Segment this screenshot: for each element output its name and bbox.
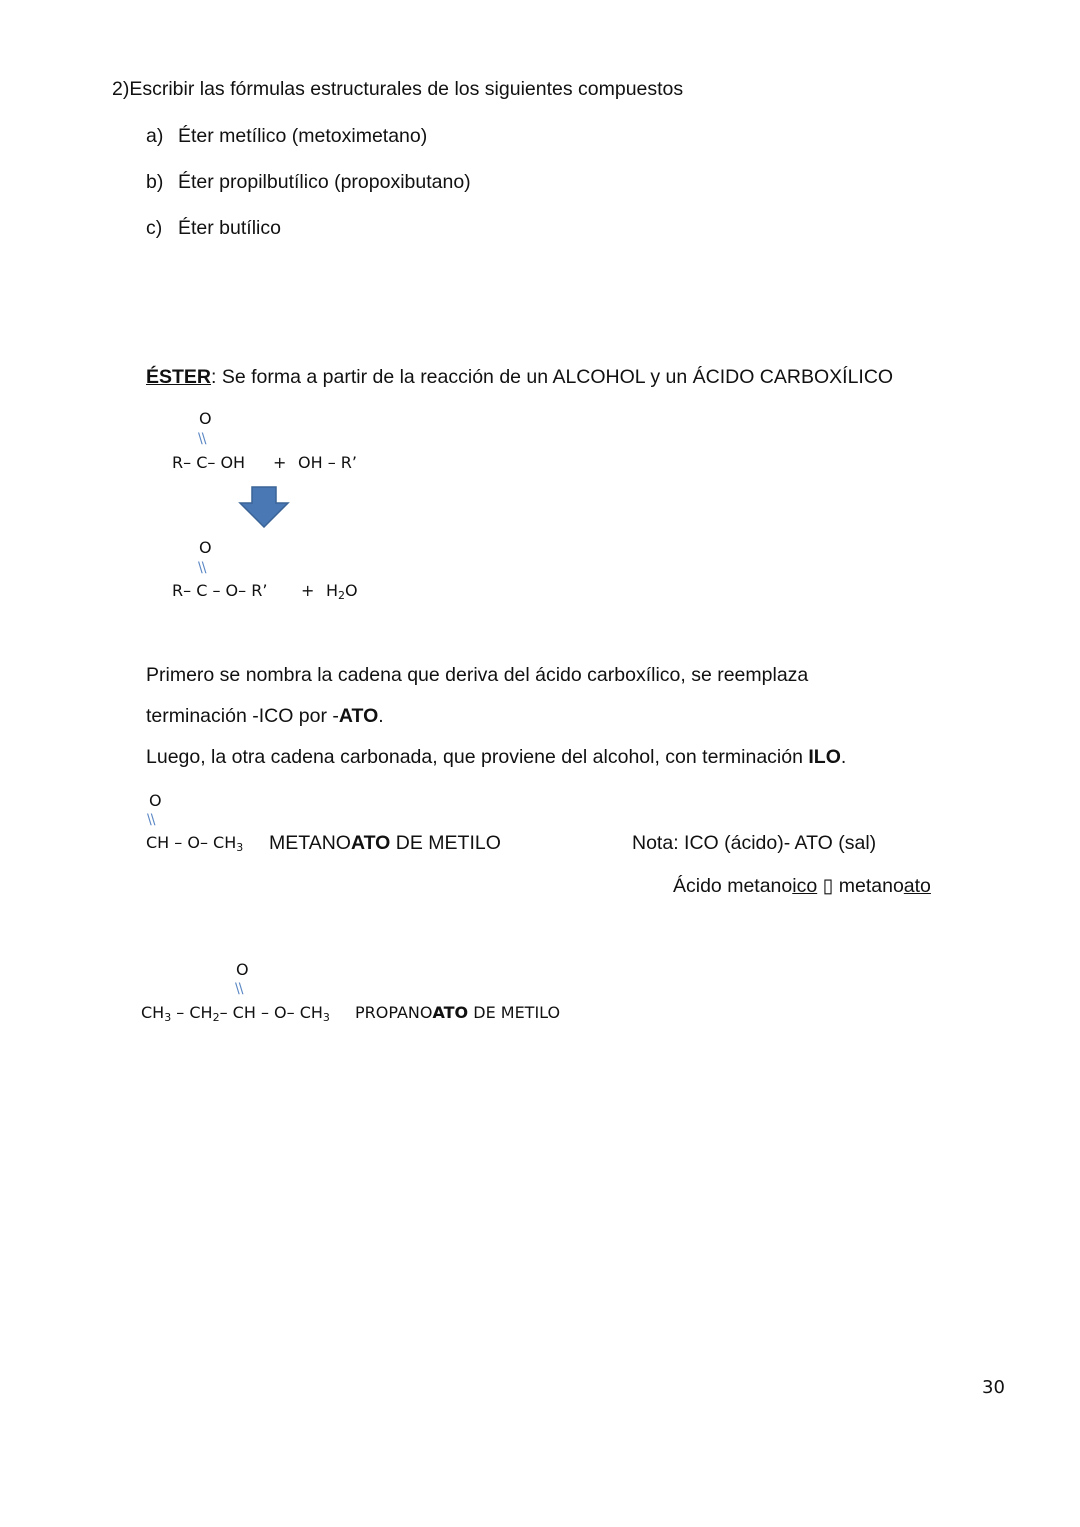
page-number: 30	[982, 1377, 1005, 1398]
list-marker: c)	[146, 217, 163, 239]
example2-double-bond: \\	[235, 981, 243, 997]
ester-definition-text: : Se forma a partir de la reacción de un ALCOHOL y un ÁCIDO CARBOXÍLICO	[211, 366, 894, 388]
example2-name: PROPANOATO DE METILO	[355, 1003, 561, 1022]
list-item-c	[146, 217, 281, 240]
list-marker: a)	[146, 125, 164, 147]
list-item-a	[146, 125, 428, 148]
rule-line-2: terminación -ICO por -ATO.	[146, 705, 384, 727]
product-ester: R– C – O– R’	[172, 581, 268, 600]
list-item-text: Éter propilbutílico (propoxibutano)	[178, 171, 471, 193]
example1-name: METANOATO DE METILO	[269, 832, 501, 854]
product-oxygen: O	[199, 538, 212, 557]
list-item-text: Éter metílico (metoximetano)	[178, 125, 428, 147]
list-item-text: Éter butílico	[178, 217, 281, 239]
reactant-oxygen: O	[199, 409, 212, 428]
rule-line-1: Primero se nombra la cadena que deriva del ácido carboxílico, se reemplaza	[146, 664, 809, 686]
plus-sign-2: +	[301, 581, 315, 600]
example1-double-bond: \\	[147, 812, 155, 828]
rule-line-3: Luego, la otra cadena carbonada, que proviene del alcohol, con terminación ILO.	[146, 746, 847, 768]
exercise-heading: 2)Escribir las fórmulas estructurales de los siguientes compuestos	[112, 78, 684, 100]
double-bond-1: \\	[198, 431, 206, 447]
example1-note-detail: Ácido metanoico ▯ metanoato	[673, 875, 931, 897]
example1-note: Nota: ICO (ácido)- ATO (sal)	[632, 832, 877, 854]
example1-oxygen: O	[149, 791, 162, 810]
ester-title: ÉSTER	[146, 366, 212, 388]
reactant-acid: R– C– OH	[172, 453, 246, 472]
list-item-b	[146, 171, 471, 194]
reactant-alcohol: OH – R’	[298, 453, 357, 472]
example2-formula: $CH_3 - CH_2-$ CH – O– $CH_3$	[141, 1003, 330, 1024]
example1-formula: CH – O– $CH_3$	[146, 833, 244, 854]
product-water: $H_2O$	[326, 581, 358, 602]
down-arrow-icon	[238, 486, 290, 528]
plus-sign-1: +	[273, 453, 287, 472]
list-marker: b)	[146, 171, 164, 193]
double-bond-2: \\	[198, 560, 206, 576]
ester-definition	[146, 366, 893, 389]
example2-oxygen: O	[236, 960, 249, 979]
